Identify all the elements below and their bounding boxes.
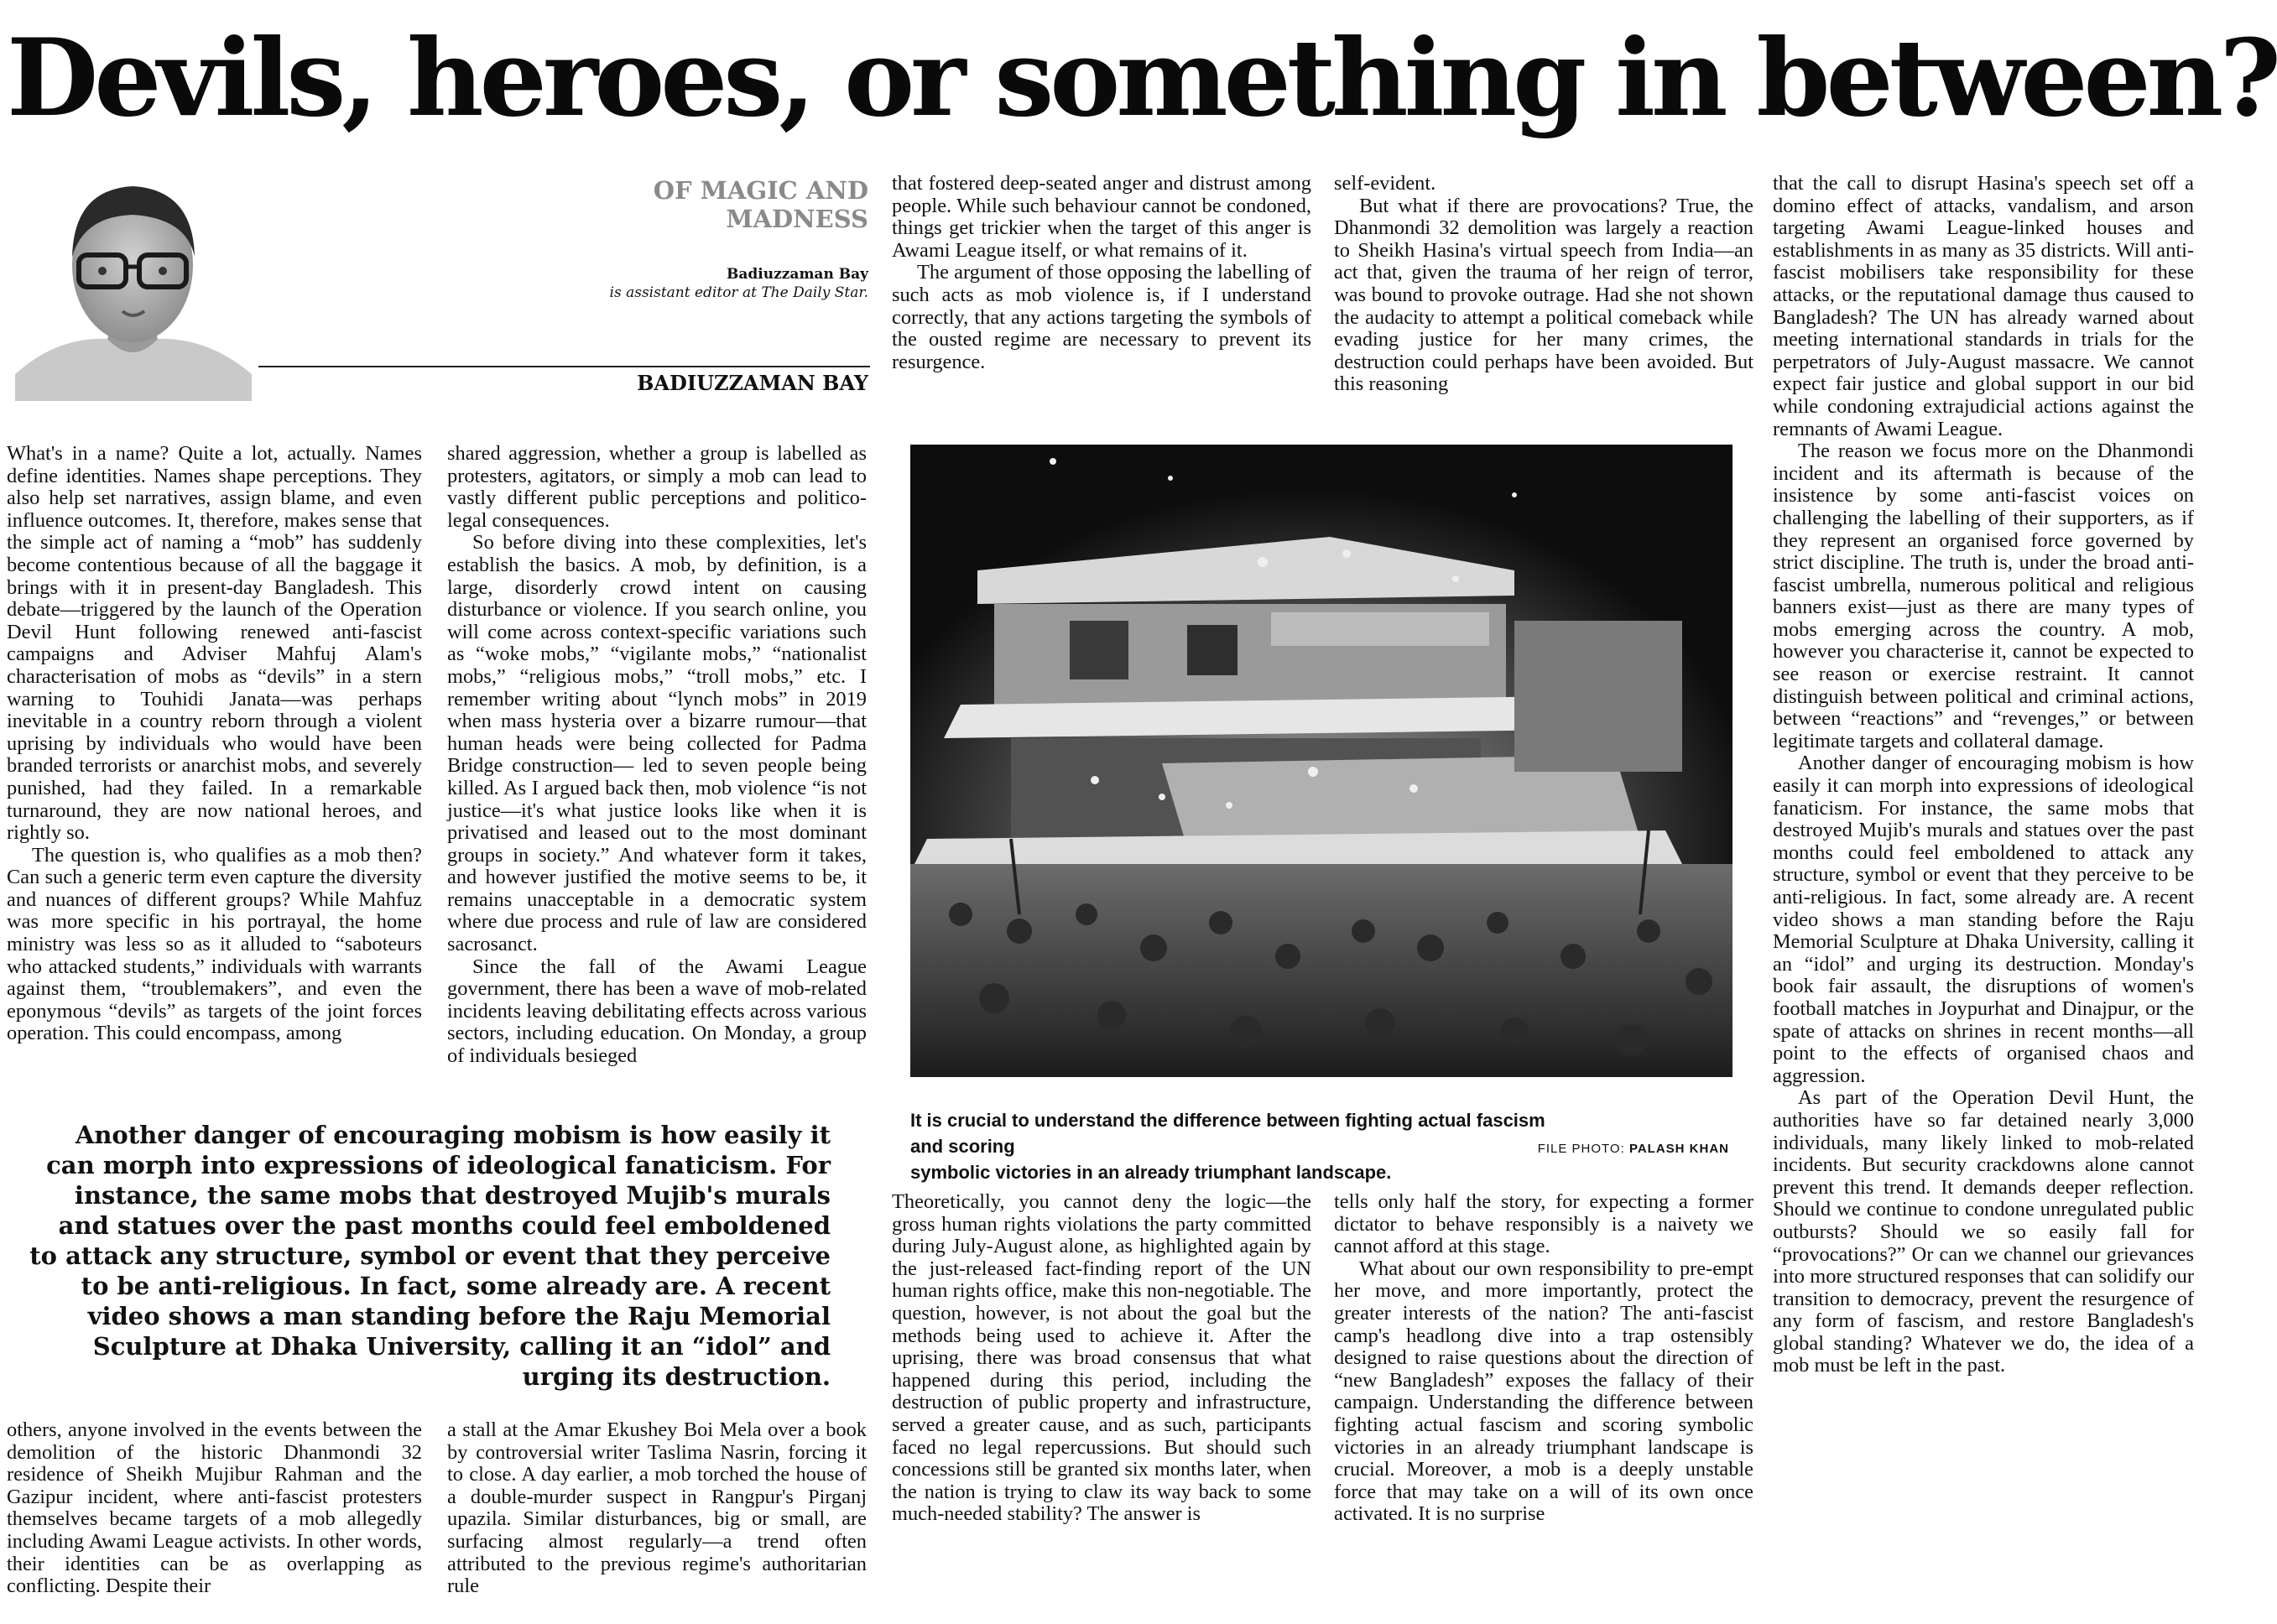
article-paragraph: a stall at the Amar Ekushey Boi Mela over a book by controversial writer Taslima Nasrin, forcing it to close. A day earlier, a mob torched the house of a double-murder suspect in Rangpur's Pirganj upazila. Similar disturbances, big or small, are surfacing almost regularly—a trend often attributed to the previous regime's authoritarian rule (447, 1418, 867, 1598)
article-column-1-top (7, 443, 422, 1080)
caption-line: It is crucial to understand the difference between fighting actual fascism and scoring (910, 1110, 1545, 1157)
photo-credit (1538, 1142, 1729, 1156)
author-portrait (7, 164, 258, 401)
caption-line: symbolic victories in an already triumphant landscape. (910, 1162, 1392, 1183)
article-column-5 (1773, 173, 2194, 1621)
headline: Devils, heroes, or something in between? (7, 16, 2277, 140)
byline: BADIUZZAMAN BAY (637, 371, 868, 395)
author-bio-role: is assistant editor at The Daily Star. (609, 284, 868, 301)
article-column-2-top (447, 443, 867, 1080)
byline-divider (258, 366, 870, 367)
article-paragraph: But what if there are provocations? True, the Dhanmondi 32 demolition was largely a reaction to Sheikh Hasina's virtual speech from India—an act that, given the trauma of her reign of terror, was bound to provoke outrage. Had she not shown the audacity to attempt a political comeback while evading justice for her many crimes, the destruction could perhaps have been avoided. But this reasoning (1334, 194, 1753, 396)
article-paragraph: shared aggression, whether a group is labelled as protesters, agitators, or simply a mob can lead to vastly different public perceptions and politico-legal consequences. (447, 442, 867, 532)
article-paragraph: tells only half the story, for expecting a former dictator to behave responsibly is a naivety we cannot afford at this stage. (1334, 1190, 1753, 1258)
photo-credit-label: FILE PHOTO: (1537, 1142, 1625, 1156)
author-bio-name: Badiuzzaman Bay (727, 266, 868, 283)
column-kicker (537, 176, 868, 233)
article-column-3-top (892, 173, 1311, 377)
article-column-4-bottom (1334, 1191, 1753, 1621)
kicker-line: OF MAGIC AND (653, 176, 868, 205)
article-paragraph: So before diving into these complexities, let's establish the basics. A mob, by definition, is a large, disorderly crowd intent on causing disturbance or violence. If you search online, you will come across context-specific variations such as “woke mobs,” “vigilante mobs,” “nationalist mobs,” “religious mobs,” “troll mobs,” etc. I remember writing about “lynch mobs” in 2019 when mass hysteria over a bizarre rumour—that human heads were being collected for Padma Bridge construction— led to seven people being killed. As I argued back then, mob violence “is not justice—it's what justice looks like when it is privatised and leased out to the most dominant groups in society.” And whatever form it takes, and however justified the motive seems to be, it remains unacceptable in a democratic system where due process and rule of law are considered sacrosanct. (447, 531, 867, 956)
article-paragraph: Since the fall of the Awami League government, there has been a wave of mob-related incidents leaving debilitating effects across various sectors, including education. On Monday, a group of individuals besieged (447, 955, 867, 1068)
article-paragraph: that the call to disrupt Hasina's speech set off a domino effect of attacks, vandalism, and arson targeting Awami League-linked houses and establishments in as many as 35 districts. Will anti-fascist mobilisers take responsibility for these attacks, or the reputational damage thus caused to Bangladesh? The UN has already warned about meeting international standards in trials for the perpetrators of July-August massacre. We cannot expect fair justice and global support in our bid while condoning extrajudicial actions against the remnants of Awami League. (1773, 172, 2194, 440)
article-paragraph: As part of the Operation Devil Hunt, the authorities have so far detained nearly 3,000 individuals, many likely linked to mob-related incidents. But security crackdowns alone cannot prevent this trend. It demands deeper reflection. Should we continue to condone unregulated public outbursts? Should we so easily fall for “provocations?” Or can we channel our grievances into more structured responses that can solidify our transition to democracy, prevent the resurgence of any form of fascism, and restore Bangladesh's global standing? Whatever we do, the idea of a mob must be left in the past. (1773, 1086, 2194, 1377)
article-paragraph: Theoretically, you cannot deny the logic—the gross human rights violations the party committed during July-August alone, as highlighted again by the just-released fact-finding report of the UN human rights office, make this non-negotiable. The question, however, is not about the goal but the methods being used to achieve it. After the uprising, there was broad consensus that what happened during this period, including the destruction of public property and infrastructure, served a greater cause, and as such, participants faced no legal repercussions. But should such concessions still be granted six months later, when the nation is trying to claw its way back to some much-needed stability? The answer is (892, 1190, 1311, 1526)
article-column-4-top (1334, 172, 1753, 396)
kicker-line: MADNESS (726, 205, 868, 233)
article-paragraph: What about our own responsibility to pre-empt her move, and more importantly, protect the greater interests of the nation? The anti-fascist camp's headlong dive into a trap ostensibly designed to raise questions about the direction of “new Bangladesh” exposes the fallacy of their campaign. Understanding the difference between fighting actual fascism and scoring symbolic victories in an already triumphant landscape is crucial. Moreover, a mob is a deeply unstable force that may take on a will of its own once activated. It is no surprise (1334, 1257, 1753, 1526)
protest-photo (910, 445, 1732, 1077)
article-paragraph: What's in a name? Quite a lot, actually. Names define identities. Names shape perceptions. They also help set narratives, assign blame, and even influence outcomes. It, therefore, makes sense that the simple act of naming a “mob” has suddenly become contentious because of all the baggage it brings with it in present-day Bangladesh. This debate—triggered by the launch of the Operation Devil Hunt following renewed anti-fascist campaigns and Adviser Mahfuj Alam's characterisation of mobs as “devils” in a stern warning to Touhidi Janata—was perhaps inevitable in a country reborn through a violent uprising by individuals who would have been branded terrorists or anarchist mobs, and severely punished, had they failed. In a remarkable turnaround, they are now national heroes, and rightly so. (7, 442, 422, 845)
article-column-1-bottom (7, 1419, 422, 1621)
article-paragraph: self-evident. (1334, 172, 1436, 195)
article-column-3-bottom (892, 1191, 1311, 1621)
pull-quote: Another danger of encouraging mobism is how easily it can morph into expressions of ideological fanaticism. For instance, the same mobs that destroyed Mujib's murals and statues over the past months could feel emboldened to attack any structure, symbol or event that they perceive to be anti-religious. In fact, some already are. A recent video shows a man standing before the Raju Memorial Sculpture at Dhaka University, calling it an “idol” and urging its destruction. (29, 1121, 831, 1391)
article-paragraph: Another danger of encouraging mobism is how easily it can morph into expressions of ideological fanaticism. For instance, the same mobs that destroyed Mujib's murals and statues over the past months could feel emboldened to attack any structure, symbol or event that they perceive to be anti-religious. In fact, some already are. A recent video shows a man standing before the Raju Memorial Sculpture at Dhaka University, calling it an “idol” and urging its destruction. Monday's book fair assault, the disruptions of women's football matches in Joypurhat and Dinajpur, or the spate of attacks on shrines in recent months—all point to the effects of organised chaos and aggression. (1773, 752, 2194, 1087)
article-paragraph: The argument of those opposing the labelling of such acts as mob violence is, if I understand correctly, that any actions targeting the symbols of the ousted regime are necessary to prevent its resurgence. (892, 261, 1311, 373)
photo-caption (910, 1107, 1732, 1183)
article-column-2-bottom (447, 1419, 867, 1621)
photo-credit-name: PALASH KHAN (1628, 1142, 1729, 1156)
article-paragraph: that fostered deep-seated anger and distrust among people. While such behaviour cannot be condoned, things get trickier when the target of this anger is Awami League itself, or what remains of it. (892, 172, 1311, 262)
article-paragraph: others, anyone involved in the events between the demolition of the historic Dhanmondi 32 residence of Sheikh Mujibur Rahman and the Gazipur incident, where anti-fascist protesters themselves became targets of a mob allegedly including Awami League activists. In other words, their identities can be as overlapping as conflicting. Despite their (7, 1418, 422, 1598)
author-bio (537, 265, 868, 302)
article-paragraph: The question is, who qualifies as a mob then? Can such a generic term even capture the diversity and nuances of different groups? While Mahfuz was more specific in his portrayal, the home ministry was less so as it alluded to “saboteurs who attacked students,” individuals with warrants against them, “troublemakers”, and even the eponymous “devils” as targets of the joint forces operation. This could encompass, among (7, 843, 422, 1045)
caption-text (910, 1107, 1548, 1185)
article-paragraph: The reason we focus more on the Dhanmondi incident and its aftermath is because of the insistence by some anti-fascist voices on challenging the labelling of their supporters, as if they represent an organised force governed by strict discipline. The truth is, under the broad anti-fascist umbrella, numerous political and religious banners exist—just as there are many types of mobs emerging across the country. A mob, however you characterise it, cannot be expected to see reason or exercise restraint. It cannot distinguish between political and criminal actions, between “reactions” and “revenges,” or between legitimate targets and collateral damage. (1773, 440, 2194, 752)
